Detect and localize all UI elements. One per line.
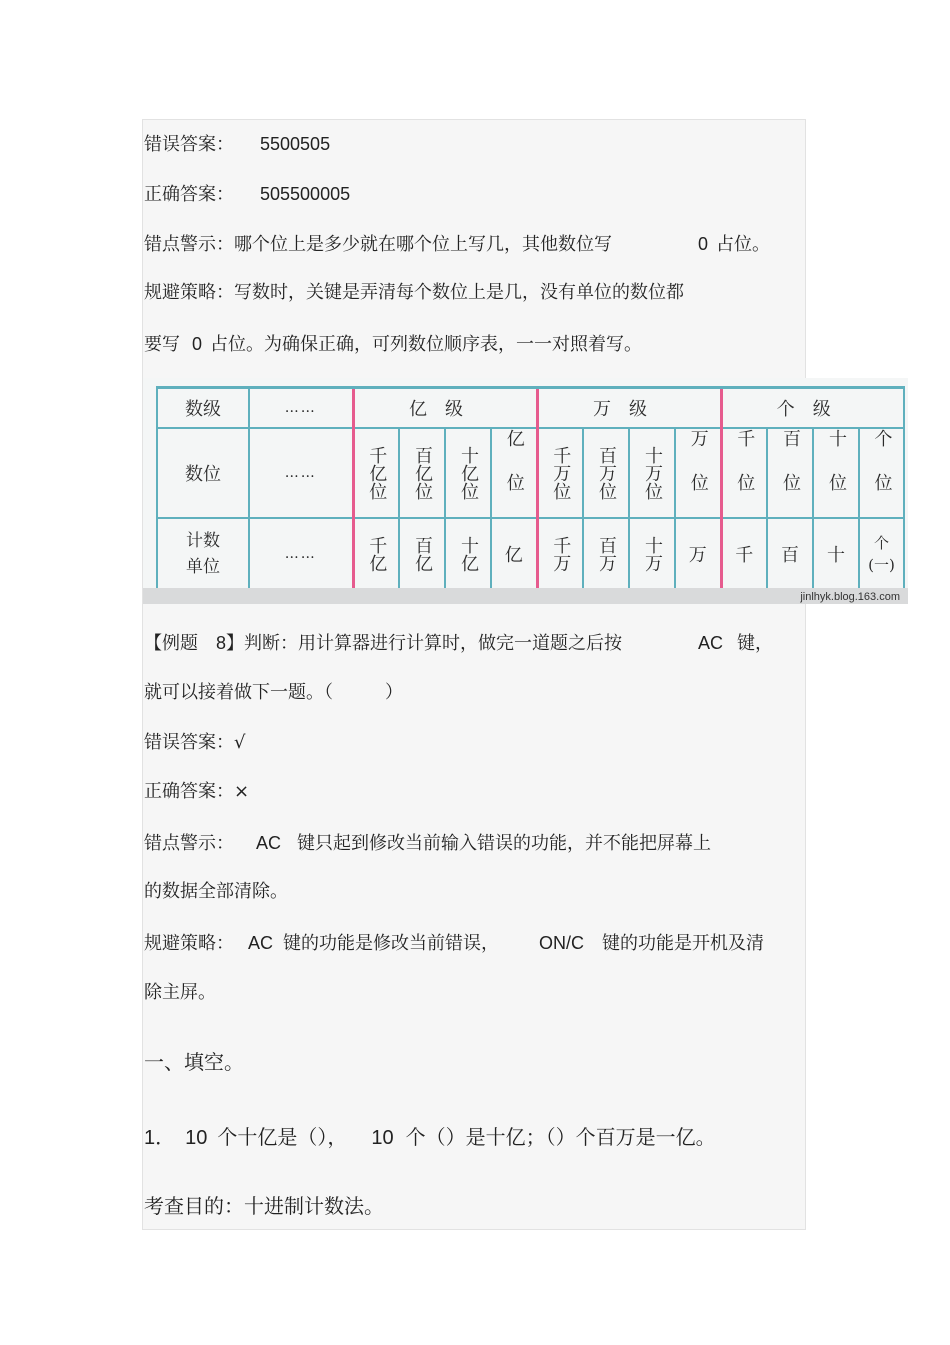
unit-cell: 十万 [629,518,675,590]
position-cell: 千位 [721,428,767,518]
unit-cell: 百亿 [399,518,445,590]
example-8-avoid-text-b: 键的功能是开机及清 [602,933,765,954]
example-8-correct-value: × [234,781,250,802]
example-8-avoid-line-2 [144,981,216,1005]
avoid-strategy-text-2b: 占位。为确保正确，可列数位顺序表，一一对照着写。 [210,334,643,355]
avoid-strategy-label: 规避策略： [144,282,234,303]
example-8-number: 8】 [216,633,245,653]
example-8-text: 判断：用计算器进行计算时，做完一道题之后按 [244,633,623,654]
avoid-strategy-line-2 [144,332,642,357]
example-8-warning-text: 键只起到修改当前输入错误的功能，并不能把屏幕上 [297,833,712,854]
position-cell: 百位 [767,428,813,518]
image-footer-strip [143,588,908,604]
position-cell: 万位 [675,428,721,518]
example-8-line [144,631,773,656]
example-8-avoid-key-2: ON/C [539,933,585,953]
dots-cell: …… [249,388,353,428]
error-warning-number: 0 [698,234,709,254]
dots-cell: …… [249,518,353,590]
row-header-position: 数位 [157,428,249,518]
example-8-wrong-value: √ [234,732,246,753]
section-heading-text: 一、填空。 [144,1050,244,1074]
table-row-units [157,518,904,590]
example-8-wrong-line [144,731,245,755]
question-1-d: 个（）是十亿；（）个百万是一亿。 [405,1125,716,1149]
position-cell: 十万位 [629,428,675,518]
position-cell: 百亿位 [399,428,445,518]
correct-answer-value: 505500005 [260,184,351,204]
unit-cell: 亿 [491,518,537,590]
example-8-text-tail: 键， [737,633,774,654]
level-wan: 万级 [537,388,721,428]
example-8-avoid-label: 规避策略： [144,933,234,954]
wrong-answer-line [144,132,330,157]
wrong-answer-value: 5500505 [260,134,331,154]
purpose-text: 十进制计数法。 [244,1194,384,1218]
table-row-levels [157,388,904,428]
example-8-wrong-label: 错误答案： [144,732,234,753]
example-8-text-2: 就可以接着做下一题。（ [144,682,333,703]
purpose-label: 考查目的： [144,1194,244,1218]
question-1-a: 10 [185,1127,208,1149]
avoid-strategy-text: 写数时，关键是弄清每个数位上是几，没有单位的数位都 [234,282,684,303]
unit-cell: 十亿 [445,518,491,590]
example-8-warning-key: AC [256,833,282,853]
question-1-b: 个十亿是（）， [217,1125,348,1149]
row-header-unit: 计数单位 [157,518,249,590]
example-8-avoid-line [144,931,764,956]
unit-cell: 千万 [537,518,583,590]
example-8-key: AC [698,633,724,653]
example-8-warning-label: 错点警示： [144,833,234,854]
question-1-number: 1． [144,1127,176,1149]
unit-cell: 千 [721,518,767,590]
question-1-c: 10 [371,1127,394,1149]
table-row-positions [157,428,904,518]
section-heading [144,1050,244,1074]
position-cell: 个位 [859,428,904,518]
place-value-table-image [143,378,908,604]
example-8-avoid-text-2: 除主屏。 [144,982,216,1003]
error-warning-text: 哪个位上是多少就在哪个位上写几，其他数位写 [234,234,612,255]
unit-cell: 千亿 [353,518,399,590]
example-8-warning-line-2 [144,880,288,904]
correct-answer-label: 正确答案： [144,184,234,205]
position-cell: 十亿位 [445,428,491,518]
example-8-correct-line [144,780,249,804]
avoid-strategy-text-2a: 要写 [144,334,180,355]
position-cell: 千万位 [537,428,583,518]
level-ge: 个级 [721,388,904,428]
example-8-warning-line [144,831,711,856]
example-8-title: 【例题 [144,633,198,654]
position-cell: 十位 [813,428,859,518]
error-warning-line [144,232,770,257]
place-value-table [156,386,905,591]
unit-cell: 百万 [583,518,629,590]
example-8-line-2 [144,681,403,705]
unit-cell: 十 [813,518,859,590]
correct-answer-line [144,182,350,207]
row-header-level: 数级 [157,388,249,428]
avoid-strategy-line [144,281,684,305]
avoid-strategy-number: 0 [192,334,203,354]
purpose-line [144,1194,384,1218]
position-cell: 千亿位 [353,428,399,518]
question-1-line [144,1125,716,1150]
error-warning-label: 错点警示： [144,234,234,255]
dots-cell: …… [249,428,353,518]
unit-cell: 个(一) [859,518,904,590]
wrong-answer-label: 错误答案： [144,134,234,155]
example-8-correct-label: 正确答案： [144,781,234,802]
position-cell: 亿位 [491,428,537,518]
example-8-avoid-text: 键的功能是修改当前错误， [283,933,500,954]
level-yi: 亿级 [353,388,537,428]
unit-cell: 万 [675,518,721,590]
example-8-avoid-key: AC [248,933,274,953]
example-8-paren-close: ） [385,682,403,703]
position-cell: 百万位 [583,428,629,518]
error-warning-tail: 占位。 [716,234,771,255]
image-credit: jinlhyk.blog.163.com [800,591,900,603]
example-8-warning-text-2: 的数据全部清除。 [144,881,288,902]
unit-cell: 百 [767,518,813,590]
